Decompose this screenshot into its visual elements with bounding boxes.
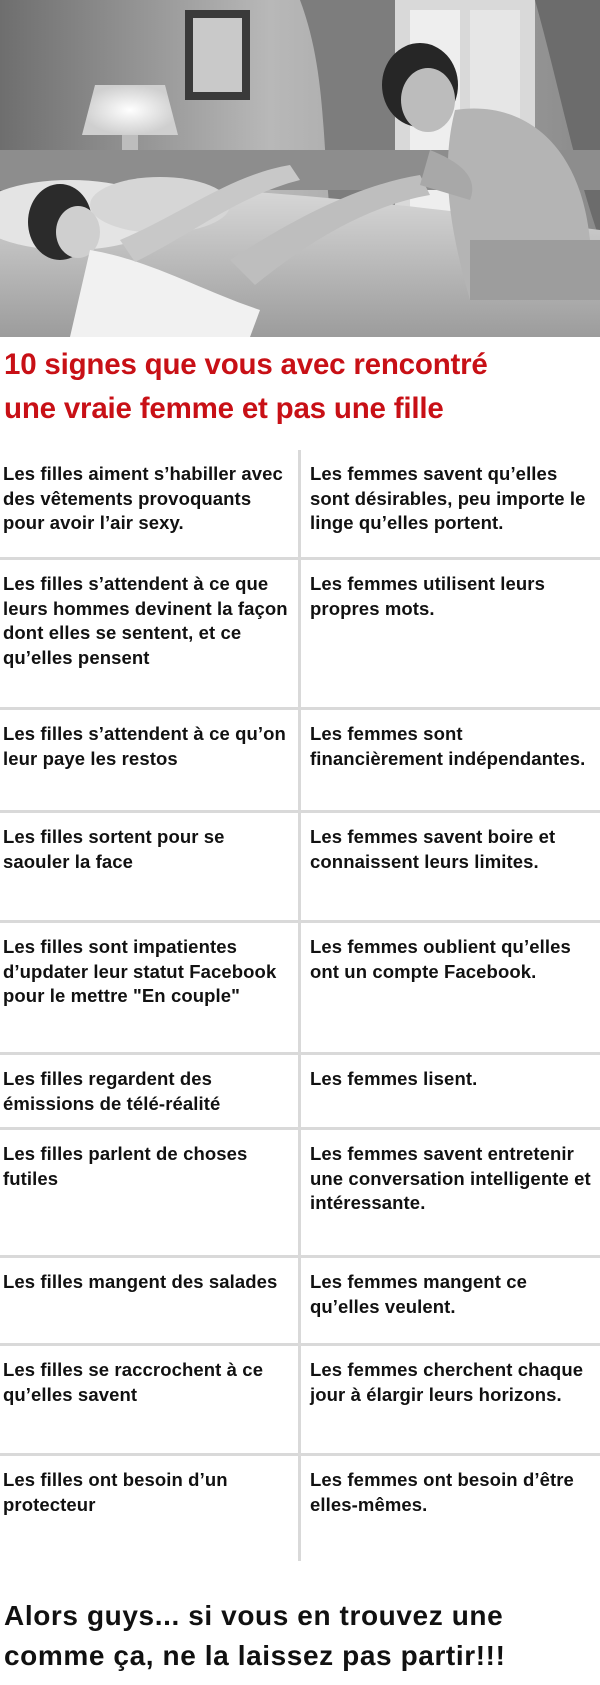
femme-cell: Les femmes cherchent chaque jour à élargir leurs horizons. bbox=[310, 1359, 584, 1405]
femme-cell: Les femmes ont besoin d’être elles-mêmes. bbox=[310, 1469, 574, 1515]
femme-cell: Les femmes savent qu’elles sont désirables, peu importe le linge qu’elles portent. bbox=[310, 463, 586, 533]
fille-cell: Les filles parlent de choses futiles bbox=[3, 1143, 248, 1189]
headline-line-2: une vraie femme et pas une fille bbox=[4, 392, 444, 425]
comparison-row bbox=[0, 560, 600, 710]
comparison-row bbox=[0, 1258, 600, 1346]
fille-cell: Les filles ont besoin d’un protecteur bbox=[3, 1469, 228, 1515]
femme-cell: Les femmes lisent. bbox=[310, 1068, 478, 1089]
headline-line-1: 10 signes que vous avec rencontré bbox=[4, 348, 488, 381]
comparison-row bbox=[0, 1346, 600, 1456]
fille-cell: Les filles s’attendent à ce qu’on leur paye les restos bbox=[3, 723, 286, 769]
fille-cell: Les filles s’attendent à ce que leurs hommes devinent la façon dont elles se sentent, et ce qu’elles pensent bbox=[3, 573, 288, 668]
femme-cell: Les femmes utilisent leurs propres mots. bbox=[310, 573, 545, 619]
fille-cell: Les filles aiment s’habiller avec des vêtements provoquants pour avoir l’air sexy. bbox=[3, 463, 283, 533]
comparison-row bbox=[0, 450, 600, 560]
closing-message bbox=[4, 1596, 600, 1676]
comparison-row bbox=[0, 1055, 600, 1130]
fille-cell: Les filles sont impatientes d’updater leur statut Facebook pour le mettre "En couple" bbox=[3, 936, 277, 1006]
comparison-row bbox=[0, 1130, 600, 1258]
femme-cell: Les femmes savent entretenir une conversation intelligente et intéressante. bbox=[310, 1143, 591, 1213]
comparison-row bbox=[0, 813, 600, 923]
comparison-row bbox=[0, 1456, 600, 1561]
fille-cell: Les filles se raccrochent à ce qu’elles savent bbox=[3, 1359, 264, 1405]
closing-line-1: Alors guys... si vous en trouvez une bbox=[4, 1600, 504, 1631]
comparison-row bbox=[0, 923, 600, 1055]
comparison-row bbox=[0, 710, 600, 813]
femme-cell: Les femmes mangent ce qu’elles veulent. bbox=[310, 1271, 527, 1317]
fille-cell: Les filles regardent des émissions de télé-réalité bbox=[3, 1068, 221, 1114]
fille-cell: Les filles sortent pour se saouler la face bbox=[3, 826, 225, 872]
femme-cell: Les femmes oublient qu’elles ont un compte Facebook. bbox=[310, 936, 571, 982]
fille-cell: Les filles mangent des salades bbox=[3, 1271, 278, 1292]
couple-bedroom-photo bbox=[0, 0, 600, 337]
comparison-grid bbox=[0, 450, 600, 1561]
femme-cell: Les femmes sont financièrement indépendantes. bbox=[310, 723, 586, 769]
femme-cell: Les femmes savent boire et connaissent leurs limites. bbox=[310, 826, 556, 872]
closing-line-2: comme ça, ne la laissez pas partir!!! bbox=[4, 1640, 506, 1671]
headline-title bbox=[4, 343, 594, 431]
